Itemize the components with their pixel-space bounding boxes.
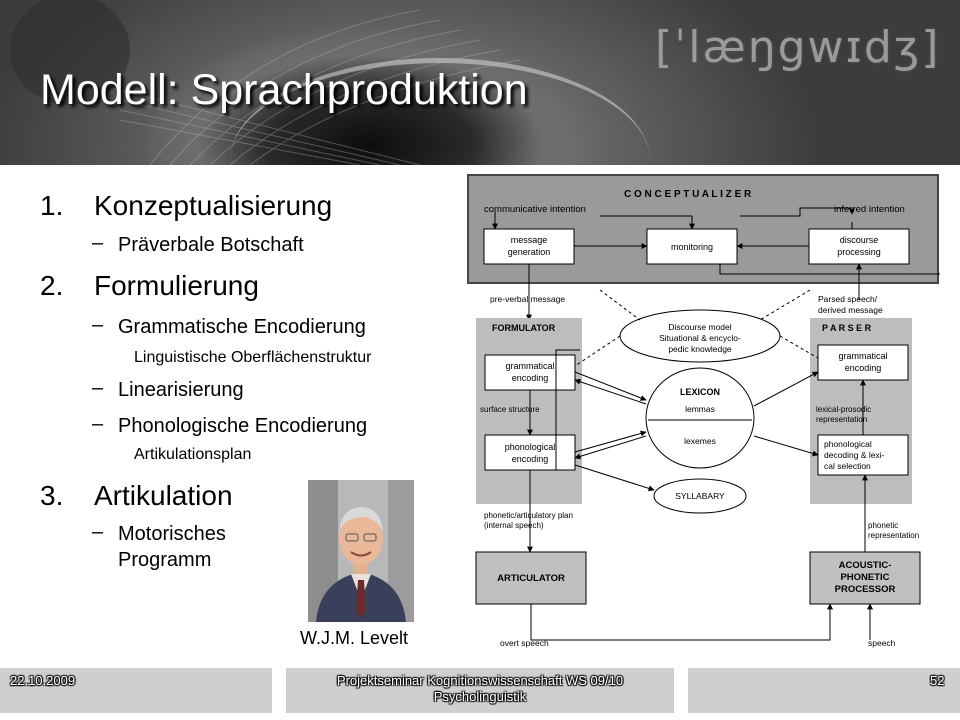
parsed-speech-label-2: derived message [818,305,883,315]
slide-title: Modell: Sprachproduktion [40,66,528,114]
footer-date: 22.10.2009 [10,673,76,688]
communicative-intention-label: communicative intention [484,204,586,215]
lexical-prosodic-label-1: lexical-prosodic [816,405,872,414]
lexicon-ellipse [646,368,754,468]
surface-structure-label: surface structure [480,405,540,414]
parser-grammatical-label-2: encoding [844,363,882,373]
dash: – [92,521,104,543]
sub-item-label: Motorisches [118,523,226,545]
lexical-prosodic-label-2: representation [816,415,868,424]
pre-verbal-message-label: pre-verbal message [490,294,566,304]
lexicon-label: LEXICON [679,387,721,397]
conceptualizer-label: C O N C E P T U A L I Z E R [624,189,752,200]
footer-seminar: Projektseminar Kognitionswissenschaft WS 09/10 [336,673,624,688]
phonetic-plan-label-1: phonetic/articulatory plan [484,511,573,520]
parser-grammatical-label-1: grammatical [838,351,888,361]
speech-label: speech [868,638,896,648]
grammatical-encoding-label-1: grammatical [505,361,555,371]
message-generation-label-2: generation [507,247,551,257]
dash: – [92,232,104,254]
portrait-photo [308,480,414,622]
inferred-intention-label: inferred intention [834,204,905,215]
acoustic-processor-label-1: ACOUSTIC- [838,560,892,571]
footer-subject: Psycholinguistik [433,689,527,704]
formulator-label: FORMULATOR [492,323,556,333]
phonological-decoding-label-2: decoding & lexi- [824,450,885,460]
syllabary-label: SYLLABARY [675,491,725,501]
sub-item-label: Linearisierung [118,379,244,401]
phonological-encoding-label-2: encoding [511,454,549,464]
parsed-speech-label-1: Parsed speech/ [818,294,878,304]
sub-item-label: Grammatische Encodierung [118,316,366,338]
levelt-model-diagram [462,170,950,650]
articulator-label: ARTICULATOR [497,573,565,584]
phonological-encoding-box [485,435,575,470]
phonological-decoding-label-1: phonological [824,439,872,449]
phonological-encoding-label-1: phonological [504,442,556,452]
list-label: Artikulation [94,480,233,511]
phonetic-representation-label-1: phonetic [868,521,899,530]
lemmas-label: lemmas [685,404,715,414]
list-label: Konzeptualisierung [94,190,333,221]
discourse-model-label-1: Discourse model [668,322,732,332]
phonological-decoding-label-3: cal selection [824,461,871,471]
footer-page-box [688,668,960,713]
dash: – [92,377,104,399]
phonetic-representation-label-2: representation [868,531,920,540]
photo-caption: W.J.M. Levelt [300,628,409,648]
person-illustration [308,480,414,622]
phonetic-plan-label-2: (internal speech) [484,521,544,530]
discourse-model-label-2: Situational & encyclo- [659,333,741,343]
phonetic-watermark: [ˈlæŋgwɪdʒ] [655,22,941,73]
list-number: 2. [40,270,64,301]
overt-speech-label: overt speech [500,638,549,648]
acoustic-processor-label-2: PHONETIC [840,572,890,583]
sub-sub-item: Linguistische Oberflächenstruktur [134,349,372,366]
monitoring-label: monitoring [670,242,714,252]
header-banner [0,0,960,165]
parser-label: P A R S E R [822,323,872,333]
dash: – [92,413,104,435]
footer-page-number: 52 [930,673,945,688]
acoustic-processor-label-3: PROCESSOR [834,584,896,595]
sub-item-label: Präverbale Botschaft [118,234,304,256]
discourse-model-label-3: pedic knowledge [668,344,732,354]
lexemes-label: lexemes [684,436,716,446]
dash: – [92,314,104,336]
sub-item-label: Phonologische Encodierung [118,415,368,437]
list-label: Formulierung [94,270,259,301]
message-generation-label-1: message [510,235,548,245]
grammatical-encoding-label-2: encoding [511,373,549,383]
sub-item-label-cont: Programm [118,549,212,571]
sub-sub-item: Artikulationsplan [134,446,252,463]
discourse-processing-label-2: processing [837,247,881,257]
list-number: 1. [40,190,64,221]
list-number: 3. [40,480,64,511]
discourse-processing-label-1: discourse [839,235,879,245]
